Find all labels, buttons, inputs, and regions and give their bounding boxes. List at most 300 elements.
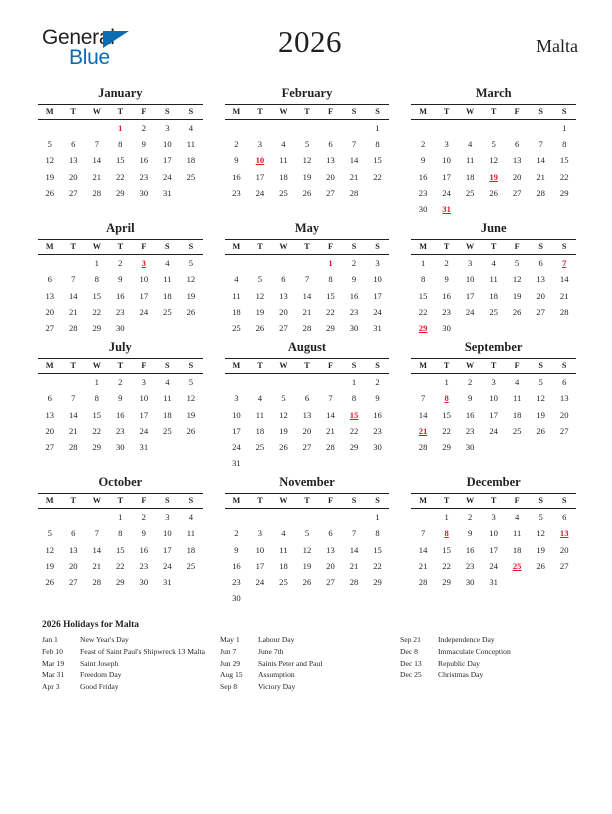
day-cell[interactable]: 3 xyxy=(444,139,449,150)
day-cell[interactable]: 5 xyxy=(491,139,496,150)
day-cell[interactable]: 21 xyxy=(68,425,78,436)
day-cell[interactable]: 9 xyxy=(118,393,123,404)
day-cell[interactable]: 1 xyxy=(375,123,380,134)
day-cell[interactable]: 30 xyxy=(139,577,149,588)
day-cell[interactable]: 19 xyxy=(302,560,312,571)
day-cell[interactable]: 13 xyxy=(512,155,522,166)
day-cell[interactable]: 27 xyxy=(279,322,288,333)
day-cell[interactable]: 8 xyxy=(375,528,380,539)
day-cell[interactable]: 8 xyxy=(562,139,567,150)
day-cell[interactable]: 6 xyxy=(71,528,76,539)
day-cell[interactable]: 14 xyxy=(559,274,569,285)
day-cell[interactable]: 16 xyxy=(349,290,359,301)
day-cell[interactable]: 13 xyxy=(326,155,335,166)
day-cell[interactable]: 19 xyxy=(536,409,545,420)
day-cell[interactable]: 26 xyxy=(279,441,288,452)
day-cell[interactable]: 3 xyxy=(165,123,170,134)
day-cell[interactable]: 28 xyxy=(418,577,428,588)
day-cell[interactable]: 22 xyxy=(92,425,102,436)
day-cell[interactable]: 27 xyxy=(326,577,335,588)
day-cell[interactable]: 9 xyxy=(467,393,473,404)
day-cell[interactable]: 26 xyxy=(45,577,55,588)
day-cell[interactable]: 19 xyxy=(279,425,288,436)
day-cell[interactable]: 9 xyxy=(375,393,380,404)
day-cell[interactable]: 18 xyxy=(186,155,196,166)
day-cell[interactable]: 11 xyxy=(279,544,288,555)
day-cell[interactable]: 24 xyxy=(465,306,475,317)
day-cell[interactable]: 4 xyxy=(491,258,496,269)
day-cell[interactable]: 1 xyxy=(444,512,449,523)
day-cell[interactable]: 20 xyxy=(326,560,335,571)
day-cell[interactable]: 30 xyxy=(373,441,382,452)
day-cell[interactable]: 17 xyxy=(163,544,172,555)
day-cell-holiday[interactable]: 10 xyxy=(255,155,265,166)
day-cell[interactable]: 13 xyxy=(279,290,288,301)
day-cell[interactable]: 2 xyxy=(467,512,473,523)
day-cell-holiday[interactable]: 8 xyxy=(444,393,449,404)
day-cell[interactable]: 27 xyxy=(68,187,78,198)
day-cell[interactable]: 28 xyxy=(536,187,545,198)
day-cell[interactable]: 27 xyxy=(512,187,522,198)
day-cell[interactable]: 23 xyxy=(373,425,382,436)
day-cell[interactable]: 16 xyxy=(139,544,149,555)
day-cell[interactable]: 31 xyxy=(163,187,172,198)
day-cell[interactable]: 12 xyxy=(186,393,196,404)
day-cell[interactable]: 2 xyxy=(234,139,239,150)
day-cell[interactable]: 6 xyxy=(281,274,286,285)
day-cell[interactable]: 2 xyxy=(467,377,473,388)
day-cell[interactable]: 5 xyxy=(188,377,194,388)
day-cell[interactable]: 16 xyxy=(373,409,382,420)
day-cell[interactable]: 21 xyxy=(326,425,335,436)
day-cell[interactable]: 2 xyxy=(141,512,146,523)
day-cell[interactable]: 23 xyxy=(442,306,451,317)
day-cell[interactable]: 23 xyxy=(116,425,125,436)
day-cell[interactable]: 8 xyxy=(94,393,99,404)
day-cell[interactable]: 11 xyxy=(513,528,522,539)
day-cell[interactable]: 17 xyxy=(255,171,265,182)
day-cell[interactable]: 18 xyxy=(163,409,172,420)
day-cell[interactable]: 24 xyxy=(232,441,241,452)
day-cell[interactable]: 17 xyxy=(163,155,172,166)
day-cell[interactable]: 15 xyxy=(326,290,335,301)
day-cell[interactable]: 5 xyxy=(515,258,520,269)
day-cell[interactable]: 22 xyxy=(373,171,382,182)
day-cell[interactable]: 17 xyxy=(489,544,498,555)
day-cell[interactable]: 10 xyxy=(442,155,451,166)
day-cell[interactable]: 15 xyxy=(418,290,428,301)
day-cell[interactable]: 23 xyxy=(232,577,241,588)
day-cell[interactable]: 2 xyxy=(234,528,239,539)
day-cell[interactable]: 15 xyxy=(92,290,102,301)
day-cell[interactable]: 5 xyxy=(304,528,310,539)
day-cell[interactable]: 25 xyxy=(255,441,265,452)
day-cell[interactable]: 19 xyxy=(45,171,55,182)
day-cell[interactable]: 14 xyxy=(68,290,78,301)
day-cell-holiday[interactable]: 7 xyxy=(562,258,567,269)
day-cell[interactable]: 1 xyxy=(351,377,357,388)
day-cell[interactable]: 23 xyxy=(232,187,241,198)
day-cell[interactable]: 21 xyxy=(302,306,312,317)
day-cell[interactable]: 12 xyxy=(45,155,55,166)
day-cell[interactable]: 11 xyxy=(163,393,172,404)
day-cell[interactable]: 21 xyxy=(559,290,569,301)
day-cell[interactable]: 5 xyxy=(538,377,543,388)
day-cell[interactable]: 12 xyxy=(279,409,288,420)
day-cell[interactable]: 1 xyxy=(118,512,123,523)
day-cell[interactable]: 6 xyxy=(47,393,52,404)
day-cell[interactable]: 12 xyxy=(255,290,265,301)
day-cell[interactable]: 2 xyxy=(420,139,426,150)
day-cell[interactable]: 25 xyxy=(489,306,498,317)
day-cell[interactable]: 25 xyxy=(163,306,172,317)
day-cell[interactable]: 29 xyxy=(442,441,451,452)
day-cell[interactable]: 9 xyxy=(467,528,473,539)
day-cell[interactable]: 2 xyxy=(375,377,380,388)
day-cell[interactable]: 18 xyxy=(255,425,265,436)
day-cell[interactable]: 3 xyxy=(257,139,263,150)
day-cell[interactable]: 11 xyxy=(465,155,475,166)
day-cell[interactable]: 10 xyxy=(465,274,475,285)
day-cell[interactable]: 13 xyxy=(68,544,78,555)
day-cell[interactable]: 3 xyxy=(491,377,496,388)
day-cell[interactable]: 28 xyxy=(418,441,428,452)
day-cell[interactable]: 11 xyxy=(186,139,196,150)
day-cell[interactable]: 27 xyxy=(45,322,55,333)
day-cell[interactable]: 28 xyxy=(92,187,102,198)
day-cell[interactable]: 11 xyxy=(163,274,172,285)
day-cell[interactable]: 19 xyxy=(302,171,312,182)
day-cell[interactable]: 11 xyxy=(279,155,288,166)
day-cell[interactable]: 22 xyxy=(92,306,102,317)
day-cell[interactable]: 9 xyxy=(351,274,357,285)
day-cell[interactable]: 18 xyxy=(186,544,196,555)
day-cell[interactable]: 16 xyxy=(465,544,475,555)
day-cell[interactable]: 12 xyxy=(536,528,545,539)
day-cell[interactable]: 26 xyxy=(255,322,265,333)
day-cell[interactable]: 9 xyxy=(234,544,239,555)
day-cell[interactable]: 14 xyxy=(68,409,78,420)
day-cell[interactable]: 23 xyxy=(465,560,475,571)
day-cell[interactable]: 3 xyxy=(467,258,473,269)
day-cell[interactable]: 28 xyxy=(349,577,359,588)
day-cell[interactable]: 6 xyxy=(562,512,567,523)
day-cell[interactable]: 18 xyxy=(279,171,288,182)
day-cell-holiday[interactable]: 19 xyxy=(489,171,498,182)
day-cell-holiday[interactable]: 3 xyxy=(141,258,146,269)
day-cell[interactable]: 23 xyxy=(116,306,125,317)
day-cell[interactable]: 1 xyxy=(375,512,380,523)
day-cell[interactable]: 21 xyxy=(349,560,359,571)
day-cell[interactable]: 2 xyxy=(351,258,357,269)
day-cell[interactable]: 17 xyxy=(139,290,149,301)
day-cell[interactable]: 20 xyxy=(302,425,312,436)
day-cell-holiday[interactable]: 8 xyxy=(444,528,449,539)
day-cell[interactable]: 23 xyxy=(139,171,149,182)
day-cell[interactable]: 3 xyxy=(234,393,239,404)
day-cell[interactable]: 7 xyxy=(538,139,543,150)
day-cell[interactable]: 9 xyxy=(141,528,146,539)
day-cell[interactable]: 23 xyxy=(418,187,428,198)
day-cell-holiday[interactable]: 15 xyxy=(349,409,359,420)
day-cell[interactable]: 23 xyxy=(465,425,475,436)
day-cell[interactable]: 29 xyxy=(373,577,382,588)
day-cell[interactable]: 13 xyxy=(536,274,545,285)
day-cell[interactable]: 15 xyxy=(116,155,125,166)
day-cell[interactable]: 7 xyxy=(71,393,76,404)
day-cell[interactable]: 8 xyxy=(351,393,357,404)
day-cell[interactable]: 11 xyxy=(255,409,265,420)
day-cell[interactable]: 10 xyxy=(255,544,265,555)
day-cell[interactable]: 14 xyxy=(349,155,359,166)
day-cell[interactable]: 16 xyxy=(418,171,428,182)
day-cell[interactable]: 30 xyxy=(116,322,125,333)
day-cell-holiday[interactable]: 13 xyxy=(559,528,569,539)
day-cell[interactable]: 21 xyxy=(92,560,102,571)
day-cell[interactable]: 4 xyxy=(188,512,194,523)
day-cell[interactable]: 21 xyxy=(68,306,78,317)
day-cell[interactable]: 26 xyxy=(45,187,55,198)
day-cell[interactable]: 5 xyxy=(538,512,543,523)
day-cell[interactable]: 14 xyxy=(92,544,102,555)
day-cell[interactable]: 12 xyxy=(186,274,196,285)
day-cell[interactable]: 26 xyxy=(536,425,545,436)
day-cell[interactable]: 30 xyxy=(139,187,149,198)
day-cell[interactable]: 24 xyxy=(489,560,498,571)
day-cell[interactable]: 27 xyxy=(302,441,312,452)
day-cell[interactable]: 28 xyxy=(302,322,312,333)
day-cell[interactable]: 24 xyxy=(255,187,265,198)
day-cell[interactable]: 22 xyxy=(116,171,125,182)
day-cell-holiday[interactable]: 29 xyxy=(418,322,428,333)
day-cell[interactable]: 15 xyxy=(92,409,102,420)
day-cell[interactable]: 29 xyxy=(116,577,125,588)
day-cell[interactable]: 4 xyxy=(188,123,194,134)
day-cell[interactable]: 30 xyxy=(442,322,451,333)
day-cell-holiday[interactable]: 1 xyxy=(328,258,333,269)
day-cell[interactable]: 15 xyxy=(559,155,569,166)
day-cell[interactable]: 17 xyxy=(489,409,498,420)
day-cell[interactable]: 7 xyxy=(94,139,99,150)
day-cell[interactable]: 10 xyxy=(232,409,241,420)
day-cell[interactable]: 19 xyxy=(186,290,196,301)
day-cell[interactable]: 24 xyxy=(163,560,172,571)
day-cell[interactable]: 29 xyxy=(326,322,335,333)
day-cell[interactable]: 20 xyxy=(279,306,288,317)
day-cell[interactable]: 30 xyxy=(349,322,359,333)
day-cell[interactable]: 8 xyxy=(375,139,380,150)
day-cell[interactable]: 1 xyxy=(444,377,449,388)
day-cell[interactable]: 13 xyxy=(45,409,55,420)
day-cell[interactable]: 8 xyxy=(118,139,123,150)
day-cell[interactable]: 21 xyxy=(349,171,359,182)
day-cell[interactable]: 23 xyxy=(349,306,359,317)
day-cell[interactable]: 14 xyxy=(536,155,545,166)
day-cell[interactable]: 5 xyxy=(188,258,194,269)
day-cell[interactable]: 25 xyxy=(279,187,288,198)
day-cell[interactable]: 31 xyxy=(163,577,172,588)
day-cell[interactable]: 6 xyxy=(304,393,310,404)
day-cell[interactable]: 17 xyxy=(373,290,382,301)
day-cell[interactable]: 15 xyxy=(116,544,125,555)
day-cell[interactable]: 13 xyxy=(45,290,55,301)
day-cell[interactable]: 18 xyxy=(279,560,288,571)
day-cell[interactable]: 18 xyxy=(465,171,475,182)
day-cell[interactable]: 11 xyxy=(232,290,241,301)
day-cell[interactable]: 15 xyxy=(373,544,382,555)
day-cell[interactable]: 16 xyxy=(232,171,241,182)
day-cell[interactable]: 24 xyxy=(139,425,149,436)
day-cell[interactable]: 29 xyxy=(349,441,359,452)
day-cell[interactable]: 16 xyxy=(442,290,451,301)
day-cell[interactable]: 3 xyxy=(141,377,146,388)
day-cell[interactable]: 22 xyxy=(559,171,569,182)
day-cell[interactable]: 14 xyxy=(418,544,428,555)
day-cell[interactable]: 24 xyxy=(373,306,382,317)
day-cell[interactable]: 12 xyxy=(302,155,312,166)
day-cell[interactable]: 6 xyxy=(562,377,567,388)
day-cell[interactable]: 19 xyxy=(536,544,545,555)
day-cell[interactable]: 17 xyxy=(442,171,451,182)
day-cell[interactable]: 1 xyxy=(94,377,99,388)
day-cell[interactable]: 31 xyxy=(232,458,241,469)
day-cell[interactable]: 9 xyxy=(234,155,239,166)
day-cell[interactable]: 25 xyxy=(279,577,288,588)
day-cell[interactable]: 25 xyxy=(186,560,196,571)
day-cell[interactable]: 5 xyxy=(47,139,52,150)
day-cell[interactable]: 28 xyxy=(68,441,78,452)
day-cell[interactable]: 1 xyxy=(420,258,426,269)
day-cell[interactable]: 12 xyxy=(489,155,498,166)
day-cell[interactable]: 6 xyxy=(71,139,76,150)
day-cell[interactable]: 2 xyxy=(141,123,146,134)
day-cell[interactable]: 18 xyxy=(163,290,172,301)
day-cell[interactable]: 29 xyxy=(92,322,102,333)
day-cell[interactable]: 3 xyxy=(165,512,170,523)
day-cell[interactable]: 4 xyxy=(257,393,263,404)
day-cell[interactable]: 16 xyxy=(139,155,149,166)
day-cell[interactable]: 13 xyxy=(302,409,312,420)
day-cell[interactable]: 4 xyxy=(281,528,286,539)
day-cell[interactable]: 18 xyxy=(512,544,522,555)
day-cell[interactable]: 4 xyxy=(281,139,286,150)
day-cell[interactable]: 2 xyxy=(444,258,449,269)
day-cell[interactable]: 10 xyxy=(163,139,172,150)
day-cell[interactable]: 21 xyxy=(536,171,545,182)
day-cell[interactable]: 22 xyxy=(349,425,359,436)
day-cell[interactable]: 5 xyxy=(257,274,263,285)
day-cell[interactable]: 19 xyxy=(186,409,196,420)
day-cell[interactable]: 25 xyxy=(163,425,172,436)
day-cell[interactable]: 20 xyxy=(536,290,545,301)
day-cell[interactable]: 28 xyxy=(92,577,102,588)
day-cell[interactable]: 26 xyxy=(489,187,498,198)
day-cell[interactable]: 19 xyxy=(255,306,265,317)
day-cell[interactable]: 7 xyxy=(420,393,426,404)
day-cell[interactable]: 26 xyxy=(186,306,196,317)
day-cell[interactable]: 2 xyxy=(118,258,123,269)
day-cell[interactable]: 25 xyxy=(465,187,475,198)
day-cell[interactable]: 27 xyxy=(45,441,55,452)
day-cell[interactable]: 14 xyxy=(418,409,428,420)
day-cell[interactable]: 22 xyxy=(418,306,428,317)
day-cell[interactable]: 14 xyxy=(349,544,359,555)
day-cell[interactable]: 27 xyxy=(536,306,545,317)
day-cell[interactable]: 4 xyxy=(515,512,520,523)
day-cell[interactable]: 8 xyxy=(94,274,99,285)
day-cell[interactable]: 7 xyxy=(94,528,99,539)
day-cell[interactable]: 22 xyxy=(442,560,451,571)
day-cell[interactable]: 26 xyxy=(512,306,522,317)
day-cell[interactable]: 3 xyxy=(375,258,380,269)
day-cell[interactable]: 29 xyxy=(442,577,451,588)
day-cell[interactable]: 15 xyxy=(442,409,451,420)
day-cell[interactable]: 24 xyxy=(139,306,149,317)
day-cell[interactable]: 5 xyxy=(304,139,310,150)
day-cell[interactable]: 14 xyxy=(92,155,102,166)
day-cell[interactable]: 24 xyxy=(489,425,498,436)
day-cell[interactable]: 6 xyxy=(47,274,52,285)
day-cell[interactable]: 17 xyxy=(255,560,265,571)
day-cell[interactable]: 4 xyxy=(165,377,170,388)
day-cell[interactable]: 6 xyxy=(328,528,333,539)
day-cell[interactable]: 26 xyxy=(302,577,312,588)
day-cell[interactable]: 18 xyxy=(489,290,498,301)
day-cell[interactable]: 16 xyxy=(116,409,125,420)
day-cell[interactable]: 10 xyxy=(489,528,498,539)
day-cell[interactable]: 9 xyxy=(420,155,426,166)
day-cell[interactable]: 28 xyxy=(559,306,569,317)
day-cell[interactable]: 11 xyxy=(513,393,522,404)
day-cell[interactable]: 25 xyxy=(512,425,522,436)
day-cell[interactable]: 6 xyxy=(328,139,333,150)
day-cell[interactable]: 14 xyxy=(326,409,335,420)
day-cell[interactable]: 11 xyxy=(186,528,196,539)
day-cell[interactable]: 28 xyxy=(349,187,359,198)
day-cell[interactable]: 20 xyxy=(559,544,569,555)
day-cell[interactable]: 26 xyxy=(186,425,196,436)
day-cell[interactable]: 20 xyxy=(559,409,569,420)
day-cell[interactable]: 8 xyxy=(420,274,426,285)
day-cell[interactable]: 26 xyxy=(536,560,545,571)
day-cell[interactable]: 10 xyxy=(373,274,382,285)
day-cell[interactable]: 7 xyxy=(328,393,333,404)
day-cell[interactable]: 17 xyxy=(139,409,149,420)
day-cell[interactable]: 9 xyxy=(141,139,146,150)
day-cell[interactable]: 16 xyxy=(116,290,125,301)
day-cell[interactable]: 15 xyxy=(373,155,382,166)
day-cell-holiday[interactable]: 25 xyxy=(512,560,522,571)
day-cell[interactable]: 17 xyxy=(232,425,241,436)
day-cell[interactable]: 22 xyxy=(373,560,382,571)
day-cell[interactable]: 29 xyxy=(92,441,102,452)
day-cell[interactable]: 10 xyxy=(139,274,149,285)
day-cell[interactable]: 12 xyxy=(45,544,55,555)
day-cell[interactable]: 24 xyxy=(163,171,172,182)
day-cell[interactable]: 12 xyxy=(302,544,312,555)
day-cell[interactable]: 22 xyxy=(116,560,125,571)
day-cell[interactable]: 31 xyxy=(139,441,149,452)
day-cell[interactable]: 10 xyxy=(163,528,172,539)
day-cell[interactable]: 1 xyxy=(94,258,99,269)
day-cell[interactable]: 30 xyxy=(232,593,241,604)
day-cell[interactable]: 20 xyxy=(45,306,55,317)
day-cell[interactable]: 12 xyxy=(512,274,522,285)
day-cell[interactable]: 30 xyxy=(465,441,475,452)
day-cell[interactable]: 27 xyxy=(68,577,78,588)
day-cell[interactable]: 11 xyxy=(489,274,498,285)
day-cell[interactable]: 29 xyxy=(116,187,125,198)
